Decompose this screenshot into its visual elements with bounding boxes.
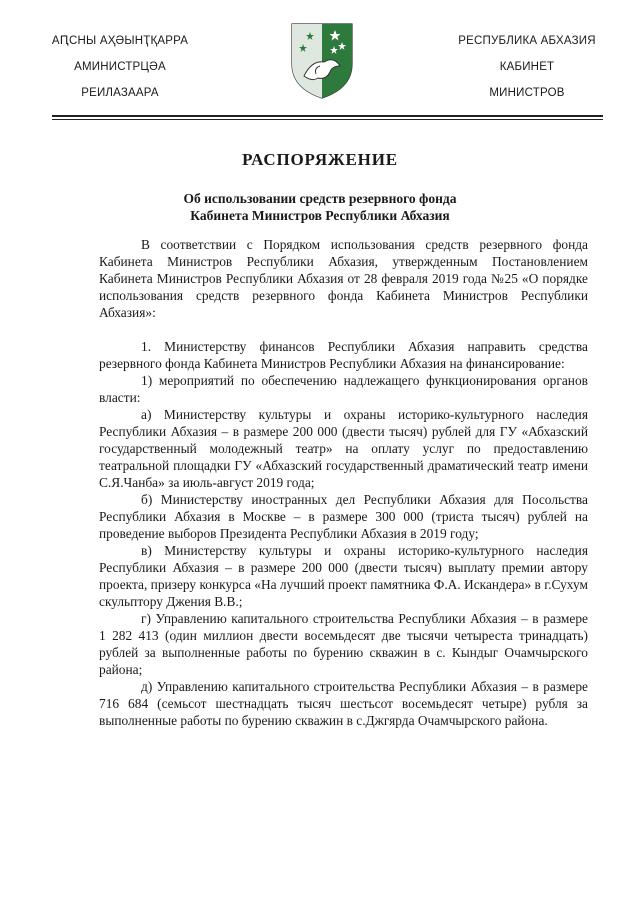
header-left-line-2: АМИНИСТРЦӘА bbox=[74, 61, 166, 73]
header-right-block bbox=[432, 28, 622, 106]
clause-1-subitem: 1) мероприятий по обеспечению надлежащего функционирования органов власти: bbox=[99, 373, 588, 405]
document-body bbox=[99, 236, 588, 729]
header-left-line-1: АԤСНЫ АҲӘЫНҬҚАРРА bbox=[51, 35, 189, 47]
coat-of-arms-icon bbox=[290, 22, 354, 100]
header-left-block bbox=[25, 28, 215, 106]
clause-item-b: б) Министерству иностранных дел Республики Абхазия для Посольства Республики Абхазия в Москве – в размере 300 000 (триста тысяч) рублей на проведение выборов Президента Республики Абхазия в 2019 году; bbox=[99, 492, 588, 541]
preamble-paragraph: В соответствии с Порядком использования средств резервного фонда Кабинета Министров Республики Абхазия, утвержденным Постановлением Кабинета Министров Республики Абхазия от 28 февраля 2019 года №25 «О порядке использования средств резервного фонда Кабинета Министров Республики Абхазия»: bbox=[99, 237, 588, 320]
document-subject bbox=[0, 190, 640, 224]
clause-1: 1. Министерству финансов Республики Абхазия направить средства резервного фонда Кабинета Министров Республики Абхазия на финансирование: bbox=[99, 339, 588, 371]
header-right-line-2: КАБИНЕТ bbox=[499, 61, 555, 73]
subject-line-1: Об использовании средств резервного фонда bbox=[183, 191, 457, 206]
document-title: РАСПОРЯЖЕНИЕ bbox=[242, 150, 398, 169]
clause-item-d: д) Управлению капитального строительства Республики Абхазия – в размере 716 684 (семьсот шестнадцать тысяч шестьсот восемьдесят четыре) рубля за выполненные работы по бурению скважин в с.Джгярда Очамчырского района. bbox=[99, 679, 588, 728]
subject-line-2: Кабинета Министров Республики Абхазия bbox=[190, 208, 450, 223]
header-left-line-3: РЕИЛАЗААРА bbox=[81, 87, 159, 99]
clause-item-v: в) Министерству культуры и охраны историко-культурного наследия Республики Абхазия – в размере 200 000 (двести тысяч) выплату премии автору проекта, призеру конкурса «На лучший проект памятника Ф.А. Искандера» в г.Сухум скульптору Джения В.В.; bbox=[99, 543, 588, 609]
clause-item-a: а) Министерству культуры и охраны историко-культурного наследия Республики Абхазия – в размере 200 000 (двести тысяч) рублей для ГУ «Абхазский государственный молодежный театр» на оплату услуг по предоставлению театральной площадки ГУ «Абхазский государственный драматический театр имени С.Я.Чанба» за июль-август 2019 года; bbox=[99, 407, 588, 490]
header-divider-thin bbox=[52, 119, 603, 120]
header-right-line-1: РЕСПУБЛИКА АБХАЗИЯ bbox=[458, 35, 596, 47]
header-right-line-3: МИНИСТРОВ bbox=[489, 87, 565, 99]
clause-item-g: г) Управлению капитального строительства Республики Абхазия – в размере 1 282 413 (один миллион двести восемьдесят две тысячи четыреста тринадцать) рублей за выполненные работы по бурению скважин в с. Кындыг Очамчырского района; bbox=[99, 611, 588, 677]
header-divider-thick bbox=[52, 115, 603, 117]
